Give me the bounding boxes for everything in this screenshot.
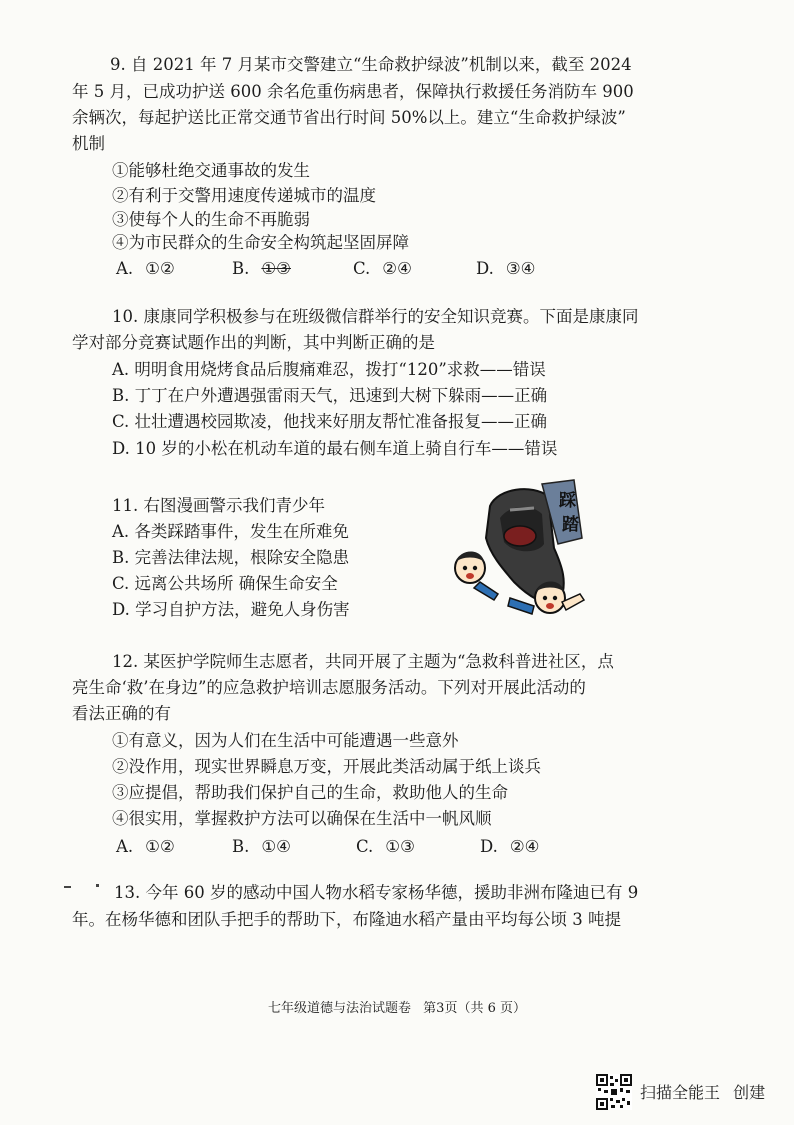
q10-line-2: 学对部分竞赛试题作出的判断，其中判断正确的是 bbox=[72, 333, 435, 352]
q9-line-1: 9. 自 2021 年 7 月某市交警建立“生命救护绿波”机制以来，截至 2024 bbox=[110, 55, 632, 74]
q12-statement-1: ①有意义，因为人们在生活中可能遭遇一些意外 bbox=[112, 731, 459, 750]
q10-option-c: C. 壮壮遭遇校园欺凌，他找来好朋友帮忙准备报复——正确 bbox=[112, 412, 548, 431]
q9-choice-d: D. ③④ bbox=[476, 259, 536, 278]
q11-option-c: C. 远离公共场所 确保生命安全 bbox=[112, 574, 338, 593]
q9-line-3: 余辆次，每起护送比正常交通节省出行时间 50%以上。建立“生命救护绿波” bbox=[72, 108, 626, 127]
q13-line-2: 年。在杨华德和团队手把手的帮助下，布隆迪水稻产量由平均每公顷 3 吨提 bbox=[72, 910, 621, 929]
cartoon-label-char-1: 踩 bbox=[559, 491, 576, 511]
q11-option-a: A. 各类踩踏事件，发生在所难免 bbox=[112, 522, 349, 541]
q12-line-1: 12. 某医护学院师生志愿者，共同开展了主题为“急救科普进社区，点 bbox=[112, 652, 614, 671]
q12-choice-c: C. ①③ bbox=[356, 837, 415, 856]
q9-choice-b: B. ①③ bbox=[232, 259, 291, 278]
q10-line-1: 10. 康康同学积极参与在班级微信群举行的安全知识竞赛。下面是康康同 bbox=[112, 307, 639, 326]
q12-statement-4: ④很实用，掌握救护方法可以确保在生活中一帆风顺 bbox=[112, 809, 492, 828]
q12-statement-2: ②没作用，现实世界瞬息万变，开展此类活动属于纸上谈兵 bbox=[112, 757, 541, 776]
q10-option-d: D. 10 岁的小松在机动车道的最右侧车道上骑自行车——错误 bbox=[112, 439, 558, 458]
q11-option-b: B. 完善法律法规，根除安全隐患 bbox=[112, 548, 350, 567]
footer-page-number: 第3页（共 6 页） bbox=[423, 1001, 526, 1016]
scanner-action: 创建 bbox=[733, 1083, 766, 1102]
q9-statement-1: ①能够杜绝交通事故的发生 bbox=[112, 161, 310, 180]
q10-option-b: B. 丁丁在户外遭遇强雷雨天气，迅速到大树下躲雨——正确 bbox=[112, 386, 548, 405]
scanner-watermark bbox=[640, 1082, 765, 1104]
q12-line-2: 亮生命‘救’在身边”的应急救护培训志愿服务活动。下列对开展此活动的 bbox=[72, 678, 586, 697]
q9-statement-2: ②有利于交警用速度传递城市的温度 bbox=[112, 186, 376, 205]
footer-title: 七年级道德与法治试题卷 bbox=[268, 1001, 412, 1016]
q10-option-a: A. 明明食用烧烤食品后腹痛难忍，拨打“120”求救——错误 bbox=[112, 360, 546, 379]
q12-line-3: 看法正确的有 bbox=[72, 704, 171, 723]
q12-choices bbox=[0, 836, 794, 858]
q9-choice-a: A. ①② bbox=[116, 259, 175, 278]
q11-stem: 11. 右图漫画警示我们青少年 bbox=[112, 496, 325, 515]
q13-line-1: 13. 今年 60 岁的感动中国人物水稻专家杨华德，援助非洲布隆迪已有 9 bbox=[114, 883, 639, 902]
q9-statement-4: ④为市民群众的生命安全构筑起坚固屏障 bbox=[112, 233, 409, 252]
q9-choice-c: C. ②④ bbox=[353, 259, 412, 278]
page-footer bbox=[0, 1000, 794, 1018]
q9-choices bbox=[0, 258, 794, 280]
q9-line-2: 年 5 月，已成功护送 600 余名危重伤病患者，保障执行救援任务消防车 900 bbox=[72, 82, 634, 101]
q12-choice-b: B. ①④ bbox=[232, 837, 291, 856]
qr-code-icon bbox=[596, 1074, 632, 1110]
q12-choice-d: D. ②④ bbox=[480, 837, 540, 856]
scanner-app-name: 扫描全能王 bbox=[640, 1083, 721, 1102]
q9-statement-3: ③使每个人的生命不再脆弱 bbox=[112, 210, 310, 229]
q11-option-d: D. 学习自护方法，避免人身伤害 bbox=[112, 600, 350, 619]
q9-line-4: 机制 bbox=[72, 134, 105, 153]
cartoon-label-char-2: 踏 bbox=[562, 515, 579, 535]
q12-statement-3: ③应提倡，帮助我们保护自己的生命，救助他人的生命 bbox=[112, 783, 508, 802]
stampede-cartoon bbox=[450, 478, 600, 628]
q12-choice-a: A. ①② bbox=[116, 837, 175, 856]
